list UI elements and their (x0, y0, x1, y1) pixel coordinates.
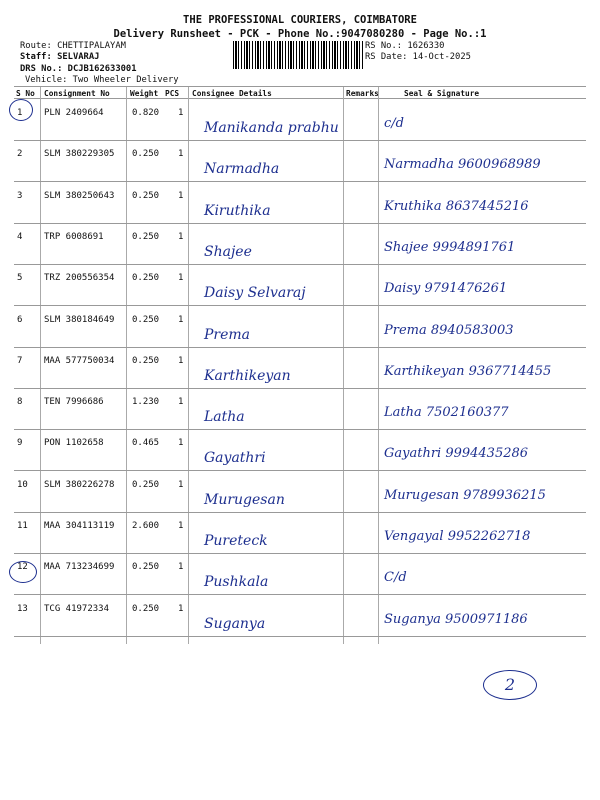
cell-consignment: SLM 380229305 (44, 149, 115, 160)
row1-circle-mark (9, 99, 33, 121)
table-row (14, 100, 586, 141)
cell-weight: 1.230 (132, 397, 160, 408)
cell-consignment: PON 1102658 (44, 438, 104, 449)
cell-consignment: TCG 41972334 (44, 603, 110, 614)
cell-pcs: 1 (178, 397, 184, 408)
cell-weight: 0.250 (132, 603, 160, 614)
col-header-consignee: Consignee Details (192, 89, 272, 98)
staff-label: Staff: SELVARAJ (20, 52, 100, 62)
signature-handwritten: Latha 7502160377 (384, 405, 509, 421)
consignee-name-handwritten: Shajee (204, 243, 252, 260)
cell-consignment: TRZ 200556354 (44, 273, 115, 284)
cell-sno: 6 (17, 314, 23, 325)
table-top-rule (14, 86, 586, 87)
cell-weight: 2.600 (132, 521, 160, 531)
table-row (14, 430, 586, 471)
drs-label: DRS No.: DCJB162633001 (20, 64, 137, 74)
cell-weight: 0.465 (132, 438, 160, 449)
table-row (14, 596, 586, 637)
cell-consignment: SLM 380184649 (44, 314, 115, 325)
consignee-name-handwritten: Prema (204, 326, 251, 343)
table-row (14, 472, 586, 513)
cell-consignment: MAA 304113119 (44, 521, 115, 531)
signature-handwritten: Daisy 9791476261 (384, 281, 508, 297)
table-row (14, 389, 586, 430)
cell-pcs: 1 (178, 438, 184, 449)
signature-handwritten: C/d (384, 570, 407, 586)
cell-pcs: 1 (178, 355, 184, 366)
cell-pcs: 1 (178, 108, 184, 118)
consignee-name-handwritten: Manikanda prabhu (204, 120, 339, 136)
row-rule (14, 636, 586, 637)
signature-handwritten: Murugesan 9789936215 (384, 487, 546, 503)
cell-sno: 10 (17, 479, 28, 490)
signature-handwritten: Karthikeyan 9367714455 (384, 363, 552, 379)
cell-pcs: 1 (178, 190, 184, 201)
cell-pcs: 1 (178, 314, 184, 325)
signature-handwritten: c/d (384, 116, 404, 131)
rs-date: RS Date: 14-Oct-2025 (365, 52, 471, 62)
signature-handwritten: Prema 8940583003 (384, 322, 514, 338)
table-row (14, 348, 586, 389)
consignee-name-handwritten: Kiruthika (204, 202, 271, 219)
cell-sno: 2 (17, 149, 23, 160)
col-header-weight: Weight (130, 89, 159, 98)
consignee-name-handwritten: Suganya (204, 615, 266, 632)
cell-consignment: MAA 577750034 (44, 355, 115, 366)
cell-consignment: TEN 7996686 (44, 397, 104, 408)
signature-handwritten: Kruthika 8637445216 (384, 198, 529, 214)
consignee-name-handwritten: Karthikeyan (204, 367, 291, 384)
col-header-pcs: PCS (165, 89, 180, 98)
cell-weight: 0.250 (132, 149, 160, 160)
cell-sno: 5 (17, 273, 23, 284)
signature-handwritten: Gayathri 9994435286 (384, 446, 529, 462)
runsheet-subtitle: Delivery Runsheet - PCK - Phone No.:9047080280 - Page No.:1 (113, 28, 487, 40)
cell-consignment: MAA 713234699 (44, 562, 115, 573)
cell-weight: 0.250 (132, 355, 160, 366)
cell-sno: 13 (17, 603, 28, 614)
cell-pcs: 1 (178, 603, 184, 614)
col-header-consignment: Consignment No (44, 89, 110, 98)
cell-pcs: 1 (178, 562, 184, 573)
signature-handwritten: Shajee 9994891761 (384, 239, 516, 255)
col-header-remarks: Remarks (346, 89, 379, 98)
cell-weight: 0.250 (132, 231, 160, 242)
rs-number: RS No.: 1626330 (365, 41, 445, 51)
signature-handwritten: Vengayal 9952262718 (384, 529, 531, 544)
cell-pcs: 1 (178, 521, 184, 531)
table-row (14, 265, 586, 306)
cell-weight: 0.250 (132, 314, 160, 325)
cell-sno: 3 (17, 190, 23, 201)
barcode (233, 41, 363, 69)
cell-weight: 0.250 (132, 562, 160, 573)
cell-sno: 9 (17, 438, 23, 449)
cell-sno: 12 (17, 562, 28, 573)
consignee-name-handwritten: Pureteck (204, 533, 268, 549)
table-row (14, 224, 586, 265)
cell-consignment: PLN 2409664 (44, 108, 104, 118)
cell-weight: 0.250 (132, 479, 160, 490)
cell-pcs: 1 (178, 149, 184, 160)
consignee-name-handwritten: Latha (204, 409, 245, 426)
table-row (14, 183, 586, 224)
cell-weight: 0.250 (132, 190, 160, 201)
cell-consignment: SLM 380226278 (44, 479, 115, 490)
cell-sno: 8 (17, 397, 23, 408)
cell-sno: 11 (17, 521, 28, 531)
consignee-name-handwritten: Murugesan (204, 491, 285, 508)
consignee-name-handwritten: Pushkala (204, 574, 269, 591)
signature-handwritten: Narmadha 9600968989 (384, 157, 541, 173)
consignee-name-handwritten: Gayathri (204, 450, 266, 467)
table-row (14, 554, 586, 595)
col-header-signature: Seal & Signature (404, 89, 480, 98)
page-number-mark: 2 (483, 670, 537, 700)
route-label: Route: CHETTIPALAYAM (20, 41, 126, 51)
cell-consignment: SLM 380250643 (44, 190, 115, 201)
col-header-sno: S No (16, 89, 35, 98)
cell-weight: 0.820 (132, 108, 160, 118)
signature-handwritten: Suganya 9500971186 (384, 611, 528, 627)
cell-consignment: TRP 6008691 (44, 231, 104, 242)
consignee-name-handwritten: Narmadha (204, 161, 280, 178)
company-title: THE PROFESSIONAL COURIERS, COIMBATORE (183, 14, 417, 26)
cell-pcs: 1 (178, 479, 184, 490)
table-row (14, 141, 586, 182)
cell-sno: 7 (17, 355, 23, 366)
consignee-name-handwritten: Daisy Selvaraj (204, 285, 306, 302)
cell-weight: 0.250 (132, 273, 160, 284)
row12-circle-mark (9, 561, 37, 583)
cell-pcs: 1 (178, 273, 184, 284)
cell-sno: 4 (17, 231, 23, 242)
cell-pcs: 1 (178, 231, 184, 242)
table-header-rule (14, 98, 586, 99)
vehicle-label: Vehicle: Two Wheeler Delivery (25, 75, 179, 85)
table-row (14, 513, 586, 554)
table-row (14, 307, 586, 348)
cell-sno: 1 (17, 108, 23, 118)
